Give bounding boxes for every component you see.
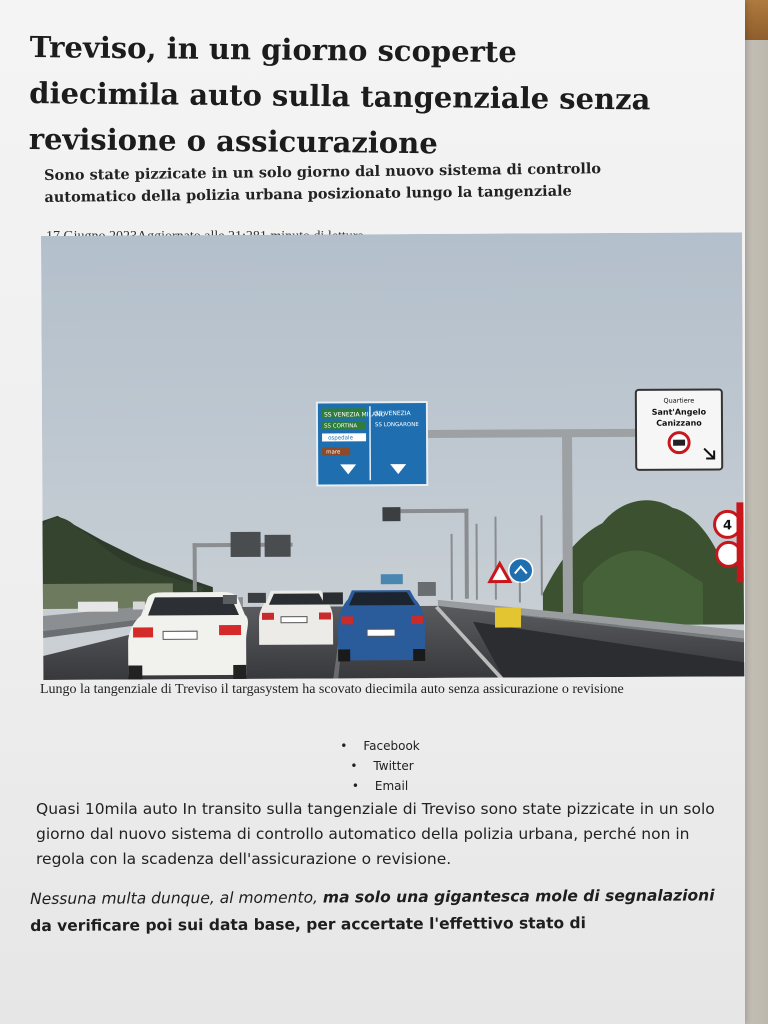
sign-right-row2: SS LONGARONE: [374, 422, 419, 429]
roundabout-sign-icon: [509, 558, 533, 582]
share-list: [0, 736, 760, 796]
car-white-middle: [259, 590, 333, 644]
article-paragraph-1: Quasi 10mila auto In transito sulla tangenziale di Treviso sono state pizzicate in un solo giorno dal nuovo sistema di controllo automatico della polizia urbana, perché non in regola con la scadenza dell'assicurazione o revisione.: [36, 800, 715, 868]
district-line1: Quartiere: [663, 396, 695, 405]
district-line3: Canizzano: [656, 418, 702, 428]
car-blue: [338, 590, 425, 661]
paragraph-2-italic: Nessuna multa dunque, al momento,: [30, 888, 319, 908]
district-line2: Sant'Angelo: [651, 407, 707, 417]
direction-sign-blue: [317, 402, 427, 486]
speed-sign-text: 4: [722, 518, 733, 534]
sign-row4: mare: [326, 449, 341, 456]
sign-row1: SS VENEZIA MILANO: [323, 411, 386, 419]
article-paragraph-2: [30, 882, 730, 940]
car-white-left: [128, 592, 248, 680]
district-sign-white: [636, 389, 722, 469]
article-subtitle: Sono state pizzicate in un solo giorno dal nuovo sistema di controllo automatico della polizia urbana posizionato lungo la tangenziale: [44, 160, 602, 206]
share-twitter-link[interactable]: • Twitter: [0, 756, 760, 776]
paragraph-2-bold: da verificare poi sui data base, per accertate l'effettivo stato di: [30, 914, 586, 935]
article-headline: Treviso, in un giorno scoperte diecimila auto sulla tangenziale senza revisione o assicurazione: [28, 29, 651, 161]
sign-row3: ospedale: [328, 435, 353, 442]
share-facebook-link[interactable]: • Facebook: [0, 736, 760, 756]
photo-caption: Lungo la tangenziale di Treviso il targasystem ha scovato diecimila auto senza assicurazione o revisione: [40, 682, 624, 697]
share-email-link[interactable]: • Email: [0, 776, 760, 796]
paragraph-2-bold-italic: ma solo una gigantesca mole di segnalazioni: [322, 886, 715, 907]
sign-right-row1: SS VENEZIA: [374, 410, 411, 418]
sign-row2: SS CORTINA: [323, 423, 358, 430]
article-photo: [41, 232, 744, 680]
